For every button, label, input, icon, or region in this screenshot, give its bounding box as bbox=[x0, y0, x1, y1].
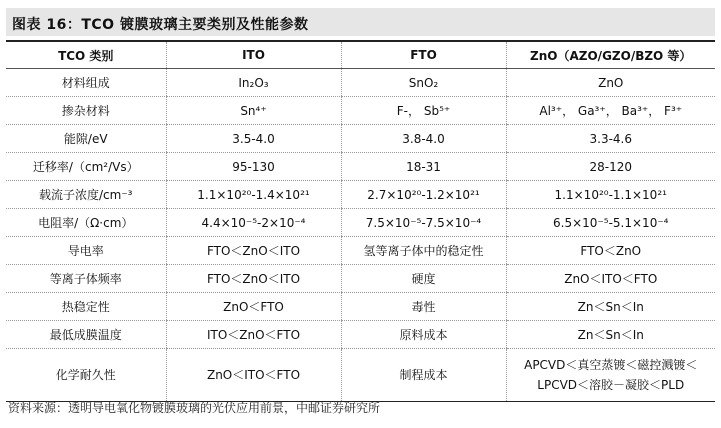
cell: ITO＜ZnO＜FTO bbox=[166, 321, 341, 349]
row-label: 掺杂材料 bbox=[6, 97, 166, 125]
row-label: 最低成膜温度 bbox=[6, 321, 166, 349]
table-row bbox=[6, 97, 715, 125]
cell: FTO＜ZnO＜ITO bbox=[166, 237, 341, 265]
cell: 2.7×10²⁰-1.2×10²¹ bbox=[341, 181, 506, 209]
cell: 硬度 bbox=[341, 265, 506, 293]
cell: ZnO＜ITO＜FTO bbox=[166, 349, 341, 402]
row-label: 迁移率/（cm²/Vs） bbox=[6, 153, 166, 181]
cell: ZnO＜ITO＜FTO bbox=[506, 265, 715, 293]
row-label: 材料组成 bbox=[6, 69, 166, 97]
table-row bbox=[6, 237, 715, 265]
cell: Al³⁺， Ga³⁺， Ba³⁺， F³⁺ bbox=[506, 97, 715, 125]
cell: 氢等离子体中的稳定性 bbox=[341, 237, 506, 265]
header-fto: FTO bbox=[341, 41, 506, 69]
table-row bbox=[6, 125, 715, 153]
cell: 原料成本 bbox=[341, 321, 506, 349]
cell: APCVD＜真空蒸镀＜磁控溅镀＜LPCVD＜溶胶－凝胶＜PLD bbox=[506, 349, 715, 402]
table-row bbox=[6, 265, 715, 293]
cell: FTO＜ZnO bbox=[506, 237, 715, 265]
table-row bbox=[6, 181, 715, 209]
cell: Zn＜Sn＜In bbox=[506, 321, 715, 349]
source-note: 资料来源：透明导电氧化物镀膜玻璃的光伏应用前景，中邮证券研究所 bbox=[8, 401, 381, 415]
header-ito: ITO bbox=[166, 41, 341, 69]
table-row bbox=[6, 209, 715, 237]
table-row bbox=[6, 293, 715, 321]
row-label: 热稳定性 bbox=[6, 293, 166, 321]
row-label: 载流子浓度/cm⁻³ bbox=[6, 181, 166, 209]
cell: Zn＜Sn＜In bbox=[506, 293, 715, 321]
cell: 1.1×10²⁰-1.4×10²¹ bbox=[166, 181, 341, 209]
row-label: 电阻率/（Ω·cm） bbox=[6, 209, 166, 237]
table-row bbox=[6, 69, 715, 97]
table-header-row bbox=[6, 41, 715, 69]
row-label: 等离子体频率 bbox=[6, 265, 166, 293]
figure-title: 图表 16：TCO 镀膜玻璃主要类别及性能参数 bbox=[12, 17, 309, 33]
cell: Sn⁴⁺ bbox=[166, 97, 341, 125]
table-row bbox=[6, 321, 715, 349]
cell: SnO₂ bbox=[341, 69, 506, 97]
cell: 3.8-4.0 bbox=[341, 125, 506, 153]
row-label: 化学耐久性 bbox=[6, 349, 166, 402]
cell: 制程成本 bbox=[341, 349, 506, 402]
cell: 1.1×10²⁰-1.1×10²¹ bbox=[506, 181, 715, 209]
cell: ZnO bbox=[506, 69, 715, 97]
cell: 7.5×10⁻⁵-7.5×10⁻⁴ bbox=[341, 209, 506, 237]
cell: 6.5×10⁻⁵-5.1×10⁻⁴ bbox=[506, 209, 715, 237]
cell: F-， Sb⁵⁺ bbox=[341, 97, 506, 125]
cell: ZnO＜FTO bbox=[166, 293, 341, 321]
header-tco-category: TCO 类别 bbox=[6, 41, 166, 69]
row-label: 能隙/eV bbox=[6, 125, 166, 153]
cell: 28-120 bbox=[506, 153, 715, 181]
cell: 3.3-4.6 bbox=[506, 125, 715, 153]
row-label: 导电率 bbox=[6, 237, 166, 265]
cell: 3.5-4.0 bbox=[166, 125, 341, 153]
table-row bbox=[6, 349, 715, 402]
cell: In₂O₃ bbox=[166, 69, 341, 97]
cell: 4.4×10⁻⁵-2×10⁻⁴ bbox=[166, 209, 341, 237]
table-row bbox=[6, 153, 715, 181]
cell: FTO＜ZnO＜ITO bbox=[166, 265, 341, 293]
cell: 95-130 bbox=[166, 153, 341, 181]
cell: 18-31 bbox=[341, 153, 506, 181]
cell: 毒性 bbox=[341, 293, 506, 321]
figure-title-bar bbox=[6, 8, 715, 36]
header-zno: ZnO（AZO/GZO/BZO 等） bbox=[506, 41, 715, 69]
tco-parameter-table bbox=[6, 40, 715, 402]
